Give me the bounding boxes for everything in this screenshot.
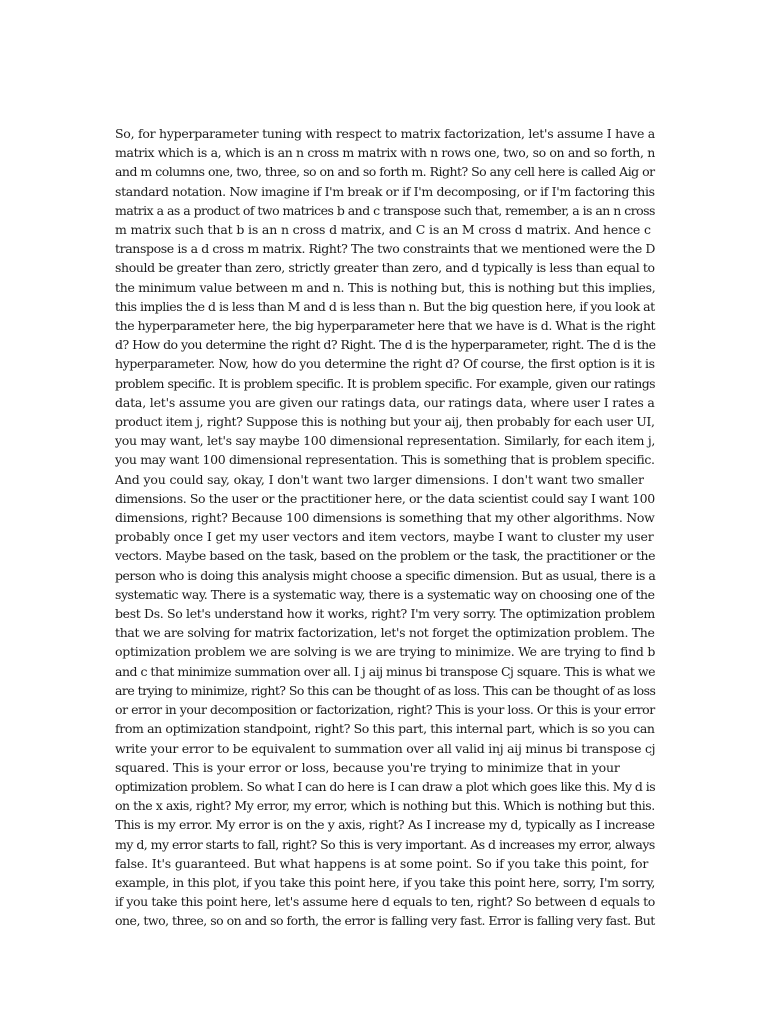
text-line: standard notation. Now imagine if I'm break or if I'm decomposing, or if I'm factoring this xyxy=(115,183,655,199)
text-line: or error in your decomposition or factorization, right? This is your loss. Or this is your error xyxy=(115,702,655,718)
text-line: and c that minimize summation over all. I j aij minus bi transpose Cj square. This is what we xyxy=(115,663,655,679)
text-line: product item j, right? Suppose this is nothing but your aij, then probably for each user UI, xyxy=(115,414,655,430)
text-line: squared. This is your error or loss, because you're trying to minimize that in your xyxy=(115,759,620,775)
text-line: transpose is a d cross m matrix. Right? The two constraints that we mentioned were the D xyxy=(115,241,656,257)
text-line: should be greater than zero, strictly greater than zero, and d typically is less than equal to xyxy=(115,260,655,276)
text-line: d? How do you determine the right d? Right. The d is the hyperparameter, right. The d is the xyxy=(115,337,656,353)
text-line: data, let's assume you are given our ratings data, our ratings data, where user I rates a xyxy=(115,394,655,410)
text-line: if you take this point here, let's assume here d equals to ten, right? So between d equals to xyxy=(115,894,655,910)
text-line: are trying to minimize, right? So this can be thought of as loss. This can be thought of as loss xyxy=(115,682,656,698)
text-line: optimization problem we are solving is we are trying to minimize. We are trying to find b xyxy=(115,644,656,660)
text-line: best Ds. So let's understand how it works, right? I'm very sorry. The optimization problem xyxy=(115,606,655,622)
text-line: dimensions. So the user or the practitioner here, or the data scientist could say I want 100 xyxy=(115,490,655,506)
text-line: This is my error. My error is on the y axis, right? As I increase my d, typically as I increase xyxy=(115,817,655,833)
text-line: one, two, three, so on and so forth, the error is falling very fast. Error is falling very fast. But xyxy=(115,913,655,929)
text-line: vectors. Maybe based on the task, based on the problem or the task, the practitioner or the xyxy=(115,548,656,564)
text-line: And you could say, okay, I don't want two larger dimensions. I don't want two smaller xyxy=(115,471,644,487)
text-line: person who is doing this analysis might choose a specific dimension. But as usual, there is a xyxy=(115,567,656,583)
text-line: this implies the d is less than M and d is less than n. But the big question here, if you look at xyxy=(115,298,655,314)
text-line: that we are solving for matrix factorization, let's not forget the optimization problem. The xyxy=(115,625,655,641)
text-line: false. It's guaranteed. But what happens is at some point. So if you take this point, for xyxy=(115,855,649,871)
text-line: example, in this plot, if you take this point here, if you take this point here, sorry, I'm sorry, xyxy=(115,874,655,890)
text-line: systematic way. There is a systematic way, there is a systematic way on choosing one of the xyxy=(115,586,655,602)
text-line: my d, my error starts to fall, right? So this is very important. As d increases my error, always xyxy=(115,836,655,852)
text-line: problem specific. It is problem specific. It is problem specific. For example, given our ratings xyxy=(115,375,656,391)
text-line: probably once I get my user vectors and item vectors, maybe I want to cluster my user xyxy=(115,529,654,545)
text-line: the hyperparameter here, the big hyperparameter here that we have is d. What is the right xyxy=(115,318,656,334)
text-line: the minimum value between m and n. This is nothing but, this is nothing but this implies, xyxy=(115,279,656,295)
text-line: write your error to be equivalent to summation over all valid inj aij minus bi transpose cj xyxy=(115,740,656,756)
text-line: matrix a as a product of two matrices b and c transpose such that, remember, a is an n cross xyxy=(115,202,655,218)
text-line: you may want 100 dimensional representation. This is something that is problem specific. xyxy=(115,452,655,468)
text-line: optimization problem. So what I can do here is I can draw a plot which goes like this. My d is xyxy=(115,778,656,794)
text-line: m matrix such that b is an n cross d matrix, and C is an M cross d matrix. And hence c xyxy=(115,222,651,238)
text-line: hyperparameter. Now, how do you determine the right d? Of course, the first option is it is xyxy=(115,356,655,372)
text-line: you may want, let's say maybe 100 dimensional representation. Similarly, for each item j, xyxy=(115,433,656,449)
text-line: and m columns one, two, three, so on and so forth m. Right? So any cell here is called Aig or xyxy=(115,164,655,180)
text-line: from an optimization standpoint, right? So this part, this internal part, which is so you can xyxy=(115,721,655,737)
text-line: So, for hyperparameter tuning with respect to matrix factorization, let's assume I have a xyxy=(115,126,655,141)
text-line: dimensions, right? Because 100 dimensions is something that my other algorithms. Now xyxy=(115,510,655,526)
body-text xyxy=(115,124,655,931)
text-line: matrix which is a, which is an n cross m matrix with n rows one, two, so on and so forth, n xyxy=(115,145,655,161)
text-line: on the x axis, right? My error, my error, which is nothing but this. Which is nothing but this. xyxy=(115,798,655,814)
